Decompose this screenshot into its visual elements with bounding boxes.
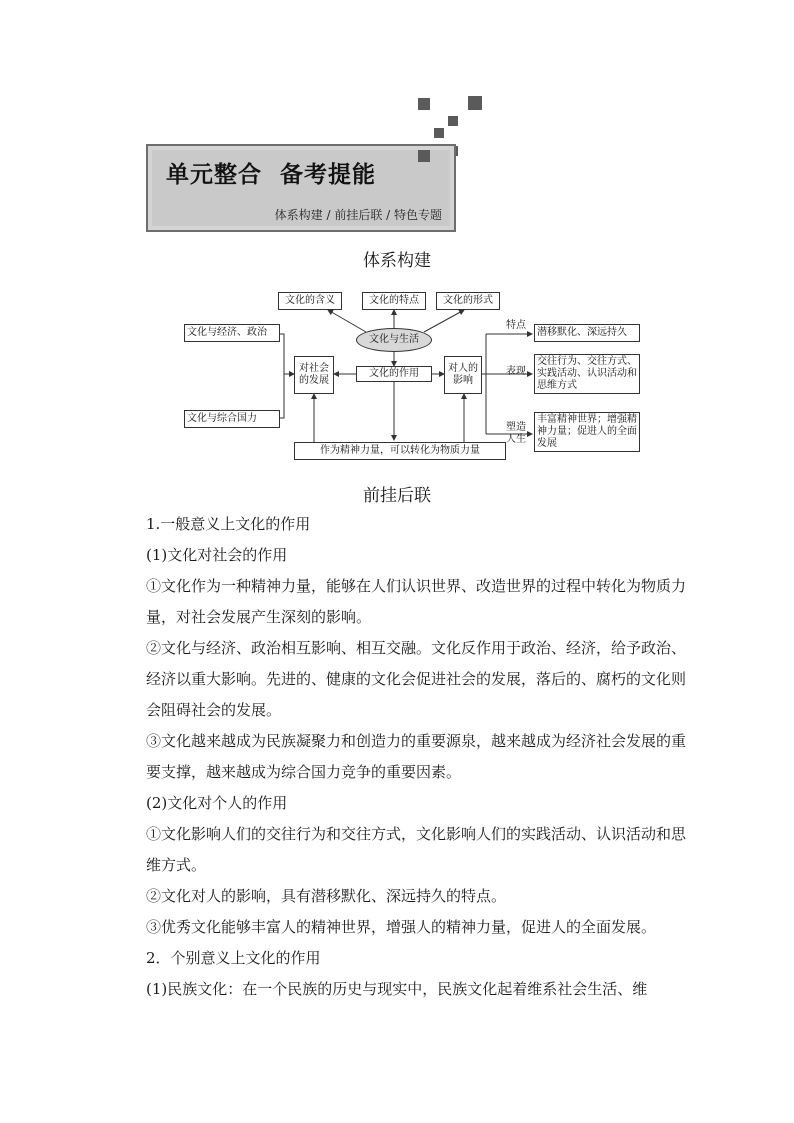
- box-spirit-to-material: 作为精神力量，可以转化为物质力量: [294, 442, 506, 460]
- box-behaviors-activities: 交往行为、交往方式、实践活动、认识活动和思维方式: [534, 354, 640, 394]
- banner-decoration: [418, 150, 430, 162]
- heading-links: 前挂后联: [363, 486, 431, 506]
- banner-decoration: [418, 98, 430, 110]
- box-effect-on-individual: 对人的影响: [444, 356, 482, 394]
- box-culture-role: 文化的作用: [356, 366, 432, 382]
- ellipse-culture-and-life: 文化与生活: [356, 328, 432, 352]
- banner-title: 单元整合 备考提能: [166, 162, 377, 188]
- paragraph-individual-3: ③优秀文化能够丰富人的精神世界，增强人的精神力量，促进人的全面发展。: [146, 918, 657, 936]
- paragraph-national-culture: (1)民族文化：在一个民族的历史与现实中，民族文化起着维系社会生活、维: [146, 980, 648, 998]
- banner-decoration: [448, 116, 458, 126]
- concept-diagram: [176, 286, 646, 464]
- branch-label-shape-life: 塑造人生: [506, 422, 526, 445]
- banner-subtitle: 体系构建 / 前挂后联 / 特色专题: [274, 208, 442, 222]
- banner-decoration: [434, 128, 444, 138]
- heading-structure: 体系构建: [363, 251, 431, 271]
- paragraph-individual-2: ②文化对人的影响，具有潜移默化、深远持久的特点。: [146, 887, 507, 905]
- box-enrich-spirit: 丰富精神世界；增强精神力量；促进人的全面发展: [534, 412, 640, 452]
- paragraph-society-1: ①文化作为一种精神力量，能够在人们认识世界、改造世界的过程中转化为物质力量，对社会发展产生深刻的影响。: [146, 577, 687, 626]
- paragraph-society-heading: (1)文化对社会的作用: [146, 546, 288, 564]
- paragraph-general-role: 1.一般意义上文化的作用: [146, 515, 311, 533]
- paragraph-individual-heading: (2)文化对个人的作用: [146, 794, 288, 812]
- box-culture-national-strength: 文化与综合国力: [184, 410, 280, 428]
- paragraph-society-3: ③文化越来越成为民族凝聚力和创造力的重要源泉，越来越成为经济社会发展的重要支撑，越来越成为综合国力竞争的重要因素。: [146, 732, 687, 781]
- box-effect-on-society: 对社会的发展: [294, 356, 334, 394]
- box-subtle-lasting: 潜移默化、深远持久: [534, 324, 640, 342]
- box-culture-meaning: 文化的含义: [278, 292, 342, 310]
- paragraph-society-2: ②文化与经济、政治相互影响、相互交融。文化反作用于政治、经济，给予政治、经济以重大影响。先进的、健康的文化会促进社会的发展，落后的、腐朽的文化则会阻碍社会的发展。: [146, 639, 687, 719]
- box-culture-features: 文化的特点: [362, 292, 426, 310]
- unit-banner: [146, 144, 456, 232]
- paragraph-specific-role: 2．个别意义上文化的作用: [146, 949, 321, 967]
- banner-decoration: [468, 96, 482, 110]
- box-culture-forms: 文化的形式: [436, 292, 500, 310]
- paragraph-individual-1: ①文化影响人们的交往行为和交往方式，文化影响人们的实践活动、认识活动和思维方式。: [146, 825, 687, 874]
- branch-label-features: 特点: [506, 320, 526, 331]
- branch-label-manifestation: 表现: [506, 366, 526, 377]
- box-culture-economy-politics: 文化与经济、政治: [184, 324, 280, 342]
